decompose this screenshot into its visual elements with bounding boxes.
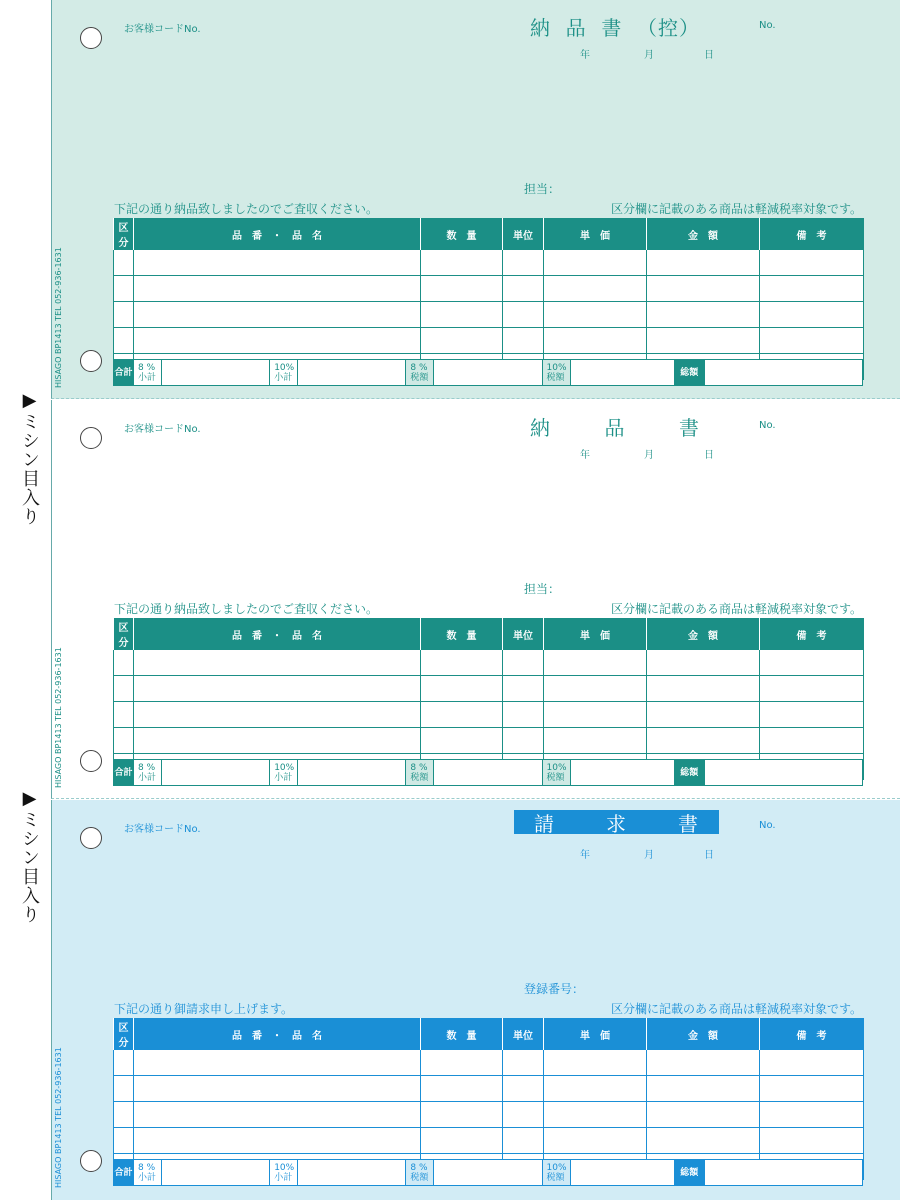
title-char: 書 (601, 16, 623, 40)
punch-hole (80, 1150, 102, 1172)
person-in-charge-label: 担当： (524, 582, 561, 596)
header-unit-price: 単 価 (544, 1019, 647, 1050)
tax-note: 区分欄に記載のある商品は軽減税率対象です。 (610, 202, 862, 216)
total-label: 合計 (114, 760, 134, 786)
tax-10-label: 10% 税額 (542, 1160, 570, 1186)
title-char: 求 (606, 811, 627, 836)
title-char: （控） (636, 16, 700, 40)
title-char: 書 (679, 416, 700, 440)
date-year: 年 (580, 450, 590, 461)
totals-row (113, 1159, 863, 1186)
number-label: No. (759, 20, 776, 31)
brand-imprint: HISAGO BP1413 TEL 052-936-1631 (54, 1047, 63, 1188)
subtotal-10-label: 10% 小計 (270, 760, 298, 786)
subtotal-8-label: 8 % 小計 (134, 760, 162, 786)
subtotal-8-label: 8 % 小計 (134, 1160, 162, 1186)
header-remarks: 備 考 (760, 1019, 864, 1050)
header-quantity: 数 量 (421, 619, 503, 650)
header-quantity: 数 量 (421, 219, 503, 250)
table-header-row (114, 619, 864, 650)
punch-hole (80, 827, 102, 849)
table-row (114, 1128, 864, 1154)
date-year: 年 (580, 850, 590, 861)
title-char: 書 (678, 811, 699, 836)
punch-hole (80, 427, 102, 449)
title-char: 品 (565, 16, 587, 40)
header-amount: 金 額 (647, 619, 760, 650)
date-day: 日 (704, 850, 714, 861)
table-row (114, 728, 864, 754)
table-header-row (114, 219, 864, 250)
title-char: 納 (530, 416, 551, 440)
punch-hole (80, 350, 102, 372)
delivery-note-copy-sheet (51, 0, 900, 399)
person-in-charge-label: 担当： (524, 182, 561, 196)
number-label: No. (759, 420, 776, 431)
title-char: 請 (534, 811, 555, 836)
tax-10-label: 10% 税額 (542, 760, 570, 786)
delivery-note-sheet (51, 400, 900, 799)
date-day: 日 (704, 450, 714, 461)
customer-code-label: お客様コードNo. (124, 824, 201, 835)
table-row (114, 328, 864, 354)
date-month: 月 (644, 450, 654, 461)
tax-10-label: 10% 税額 (542, 360, 570, 386)
header-unit-price: 単 価 (544, 619, 647, 650)
items-table (113, 618, 864, 780)
table-row (114, 676, 864, 702)
grand-total-label: 総額 (674, 760, 704, 786)
subtotal-10-label: 10% 小計 (270, 1160, 298, 1186)
header-item: 品 番 ・ 品 名 (134, 1019, 421, 1050)
customer-code-label: お客様コードNo. (124, 24, 201, 35)
date-day: 日 (704, 50, 714, 61)
totals-row (113, 759, 863, 786)
sheet-title (530, 12, 700, 41)
sheet-title (530, 412, 700, 441)
date-month: 月 (644, 850, 654, 861)
table-row (114, 650, 864, 676)
items-table (113, 1018, 864, 1180)
subtotal-10-label: 10% 小計 (270, 360, 298, 386)
tax-8-label: 8 % 税額 (406, 360, 434, 386)
registration-number-label: 登録番号： (524, 982, 585, 996)
grand-total-label: 総額 (674, 1160, 704, 1186)
brand-imprint: HISAGO BP1413 TEL 052-936-1631 (54, 247, 63, 388)
tax-8-label: 8 % 税額 (406, 760, 434, 786)
table-row (114, 1076, 864, 1102)
table-row (114, 302, 864, 328)
total-label: 合計 (114, 360, 134, 386)
totals-row (113, 359, 863, 386)
perforation-label: ▶ミシン目入り (19, 390, 40, 526)
intro-text: 下記の通り御請求申し上げます。 (114, 1002, 294, 1016)
header-unit: 単位 (503, 1019, 544, 1050)
header-category: 区分 (114, 219, 134, 250)
subtotal-8-label: 8 % 小計 (134, 360, 162, 386)
header-item: 品 番 ・ 品 名 (134, 619, 421, 650)
header-unit-price: 単 価 (544, 219, 647, 250)
header-item: 品 番 ・ 品 名 (134, 219, 421, 250)
tax-8-label: 8 % 税額 (406, 1160, 434, 1186)
date-month: 月 (644, 50, 654, 61)
title-char: 品 (604, 416, 626, 440)
perforation-label: ▶ミシン目入り (19, 788, 40, 924)
table-row (114, 276, 864, 302)
punch-hole (80, 750, 102, 772)
header-unit: 単位 (503, 219, 544, 250)
grand-total-label: 総額 (674, 360, 704, 386)
title-char: 納 (530, 16, 551, 40)
header-category: 区分 (114, 1019, 134, 1050)
table-header-row (114, 1019, 864, 1050)
date-year: 年 (580, 50, 590, 61)
total-label: 合計 (114, 1160, 134, 1186)
header-unit: 単位 (503, 619, 544, 650)
tax-note: 区分欄に記載のある商品は軽減税率対象です。 (610, 602, 862, 616)
table-row (114, 1102, 864, 1128)
sheet-title (514, 810, 719, 834)
punch-hole (80, 27, 102, 49)
intro-text: 下記の通り納品致しましたのでご査収ください。 (114, 202, 379, 216)
header-amount: 金 額 (647, 219, 760, 250)
header-remarks: 備 考 (760, 219, 864, 250)
intro-text: 下記の通り納品致しましたのでご査収ください。 (114, 602, 379, 616)
table-row (114, 250, 864, 276)
brand-imprint: HISAGO BP1413 TEL 052-936-1631 (54, 647, 63, 788)
customer-code-label: お客様コードNo. (124, 424, 201, 435)
header-amount: 金 額 (647, 1019, 760, 1050)
table-row (114, 1050, 864, 1076)
header-remarks: 備 考 (760, 619, 864, 650)
header-quantity: 数 量 (421, 1019, 503, 1050)
items-table (113, 218, 864, 380)
invoice-sheet (51, 800, 900, 1200)
table-row (114, 702, 864, 728)
number-label: No. (759, 820, 776, 831)
header-category: 区分 (114, 619, 134, 650)
tax-note: 区分欄に記載のある商品は軽減税率対象です。 (610, 1002, 862, 1016)
